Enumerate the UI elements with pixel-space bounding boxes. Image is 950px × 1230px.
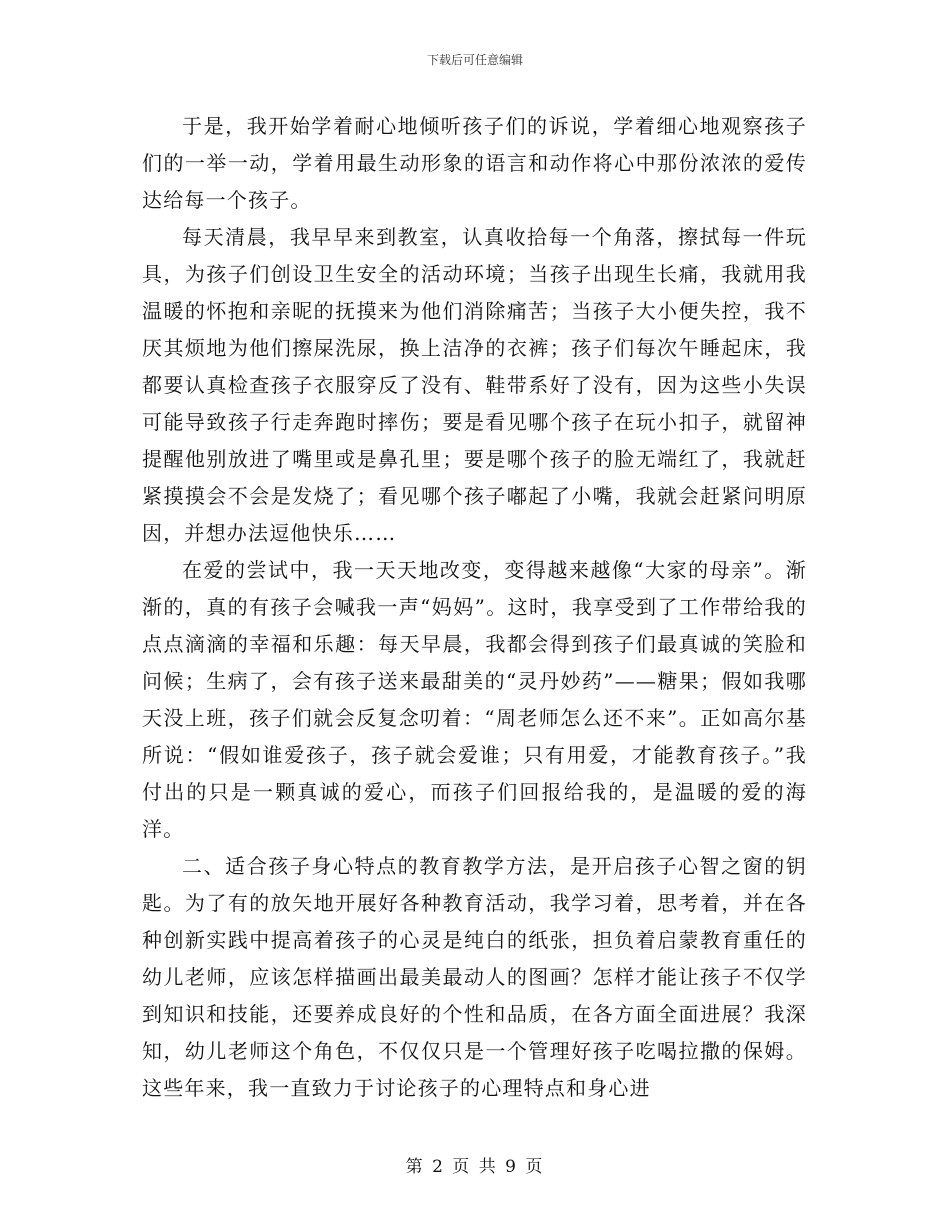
page-number: 第 2 页 共 9 页: [405, 1157, 545, 1177]
document-body: [142, 108, 807, 1107]
paragraph: 二、适合孩子身心特点的教育教学方法，是开启孩子心智之窗的钥匙。为了有的放矢地开展好各种教育活动，我学习着，思考着，并在各种创新实践中提高着孩子的心灵是纯白的纸张，担负着启蒙教育重任的幼儿老师，应该怎样描画出最美最动人的图画？怎样才能让孩子不仅学到知识和技能，还要养成良好的个性和品质，在各方面全面进展？我深知，幼儿老师这个角色，不仅仅只是一个管理好孩子吃喝拉撒的保姆。这些年来，我一直致力于讨论孩子的心理特点和身心进: [142, 854, 807, 1100]
page-header-note: 下载后可任意编辑: [426, 53, 523, 67]
paragraph: 每天清晨，我早早来到教室，认真收拾每一个角落，擦拭每一件玩具，为孩子们创设卫生安全的活动环境；当孩子出现生长痛，我就用我温暖的怀抱和亲昵的抚摸来为他们消除痛苦；当孩子大小便失控，我不厌其烦地为他们擦屎洗尿，换上洁净的衣裤；孩子们每次午睡起床，我都要认真检查孩子衣服穿反了没有、鞋带系好了没有，因为这些小失误可能导致孩子行走奔跑时摔伤；要是看见哪个孩子在玩小扣子，就留神提醒他别放进了嘴里或是鼻孔里；要是哪个孩子的脸无端红了，我就赶紧摸摸会不会是发烧了；看见哪个孩子嘟起了小嘴，我就会赶紧问明原因，并想办法逗他快乐……: [142, 225, 807, 545]
paragraph: 于是，我开始学着耐心地倾听孩子们的诉说，学着细心地观察孩子们的一举一动，学着用最生动形象的语言和动作将心中那份浓浓的爱传达给每一个孩子。: [142, 114, 807, 212]
paragraph: 在爱的尝试中，我一天天地改变，变得越来越像“大家的母亲”。渐渐的，真的有孩子会喊我一声“妈妈”。这时，我享受到了工作带给我的点点滴滴的幸福和乐趣：每天早晨，我都会得到孩子们最真诚的笑脸和问候；生病了，会有孩子送来最甜美的“灵丹妙药”——糖果；假如我哪天没上班，孩子们就会反复念叨着：“周老师怎么还不来”。正如高尔基所说：“假如谁爱孩子，孩子就会爱谁；只有用爱，才能教育孩子。”我付出的只是一颗真诚的爱心，而孩子们回报给我的，是温暖的爱的海洋。: [142, 558, 807, 841]
